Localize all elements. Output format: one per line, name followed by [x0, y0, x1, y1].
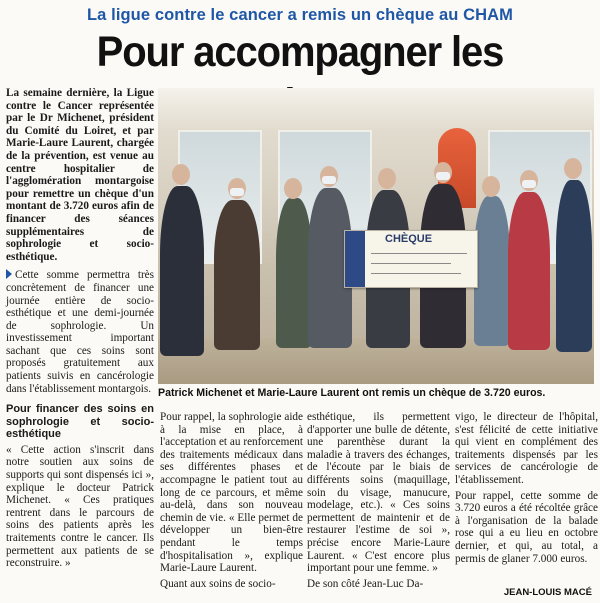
byline: JEAN-LOUIS MACÉ [503, 587, 592, 598]
column-paragraph: Pour rappel, la sophrologie aide à la mise en place, à l'acceptation et au renforcement des traitements médicaux dans ses différentes phases et accompagne le patient tout au long de ce parcours, et même au-delà, dans son nouveau chemin de vie. « Elle permet de développer un bien-être pendant le temps d'hospitalisation », explique Marie-Laure Laurent. [160, 411, 303, 575]
person [214, 200, 260, 350]
column-3 [307, 411, 450, 593]
photo-caption: Patrick Michenet et Marie-Laure Laurent ont remis un chèque de 3.720 euros. [158, 387, 546, 399]
left-column [6, 87, 154, 576]
left-paragraph: Cette somme permettra très concrètement de financer une journée entière de socio-esthétique et une demi-journée de sophrologie. Un investissement important sachant que ces soins sont proposés gratuitement aux patients suivis en cancérologie dans l'établissement montargois. [6, 269, 154, 395]
person-head [482, 176, 500, 197]
article-lead: La semaine dernière, la Ligue contre le Cancer représentée par le Dr Michenet, président du Comité du Loiret, et par Marie-Laure Laurent, chargée de la prévention, est venue au centre hospitalier de l'agglomération montargoise pour remettre un chèque d'un montant de 3.720 euros afin de financer des séances supplémentaires de sophrologie et socio-esthétique. [6, 87, 154, 263]
face-mask [436, 172, 450, 180]
face-mask [522, 180, 536, 188]
cheque-line [371, 263, 451, 264]
column-paragraph: Quant aux soins de socio- [160, 577, 276, 590]
left-quote: « Cette action s'inscrit dans notre soutien aux soins de supports qui sont dispensés ici », explique le docteur Patrick Michenet. « Ces pratiques rentrent dans le parcours de soins des patients après les traitements contre le cancer. Ils permettent aux patients de se reconstruire. » [6, 443, 154, 570]
person [556, 180, 592, 352]
photo-ceiling [158, 88, 594, 128]
person [160, 186, 204, 356]
person [474, 196, 510, 346]
column-paragraph: vigo, le directeur de l'hôpital, s'est félicité de cette initiative qui vient en complément des traitements dispensés par les services de cancérologie de l'établissement. [455, 411, 598, 486]
column-paragraph: Pour rappel, cette somme de 3.720 euros a été récoltée grâce à l'organisation de la balade rose qui a eu lieu en octobre dernier, et qui, au total, a permis de glaner 7.000 euros. [455, 489, 598, 565]
cheque-title: CHÈQUE [385, 233, 433, 245]
column-4 [455, 411, 598, 568]
article-headline: Pour accompagner les [96, 28, 504, 76]
person-head [172, 164, 190, 185]
cheque-band [345, 231, 365, 287]
person [276, 198, 312, 348]
cheque-line [371, 273, 461, 274]
face-mask [230, 188, 244, 196]
cheque-line [371, 253, 467, 254]
article-kicker: La ligue contre le cancer a remis un chèque au CHAM [87, 6, 513, 24]
person-head [564, 158, 582, 179]
column-paragraph: esthétique, ils permettent d'apporter une bulle de détente, une parenthèse durant la maladie à travers des échanges, de l'écoute par le biais de différents soins (maquillage, soin du visage, manucure, modelage, etc.). « Ces soins permettent de maintenir et de restaurer l'estime de soi », précise encore Marie-Laure Laurent. « C'est encore plus important pour une femme. » [307, 411, 450, 575]
person-head [284, 178, 302, 199]
person [508, 192, 550, 350]
person-head [378, 168, 396, 189]
cheque [344, 230, 478, 288]
column-2 [160, 411, 303, 593]
section-subhead: Pour financer des soins en sophrologie et socio-esthétique [6, 403, 154, 441]
column-paragraph: De son côté Jean-Luc Da- [307, 577, 424, 590]
article-photo [158, 88, 594, 384]
face-mask [322, 176, 336, 184]
